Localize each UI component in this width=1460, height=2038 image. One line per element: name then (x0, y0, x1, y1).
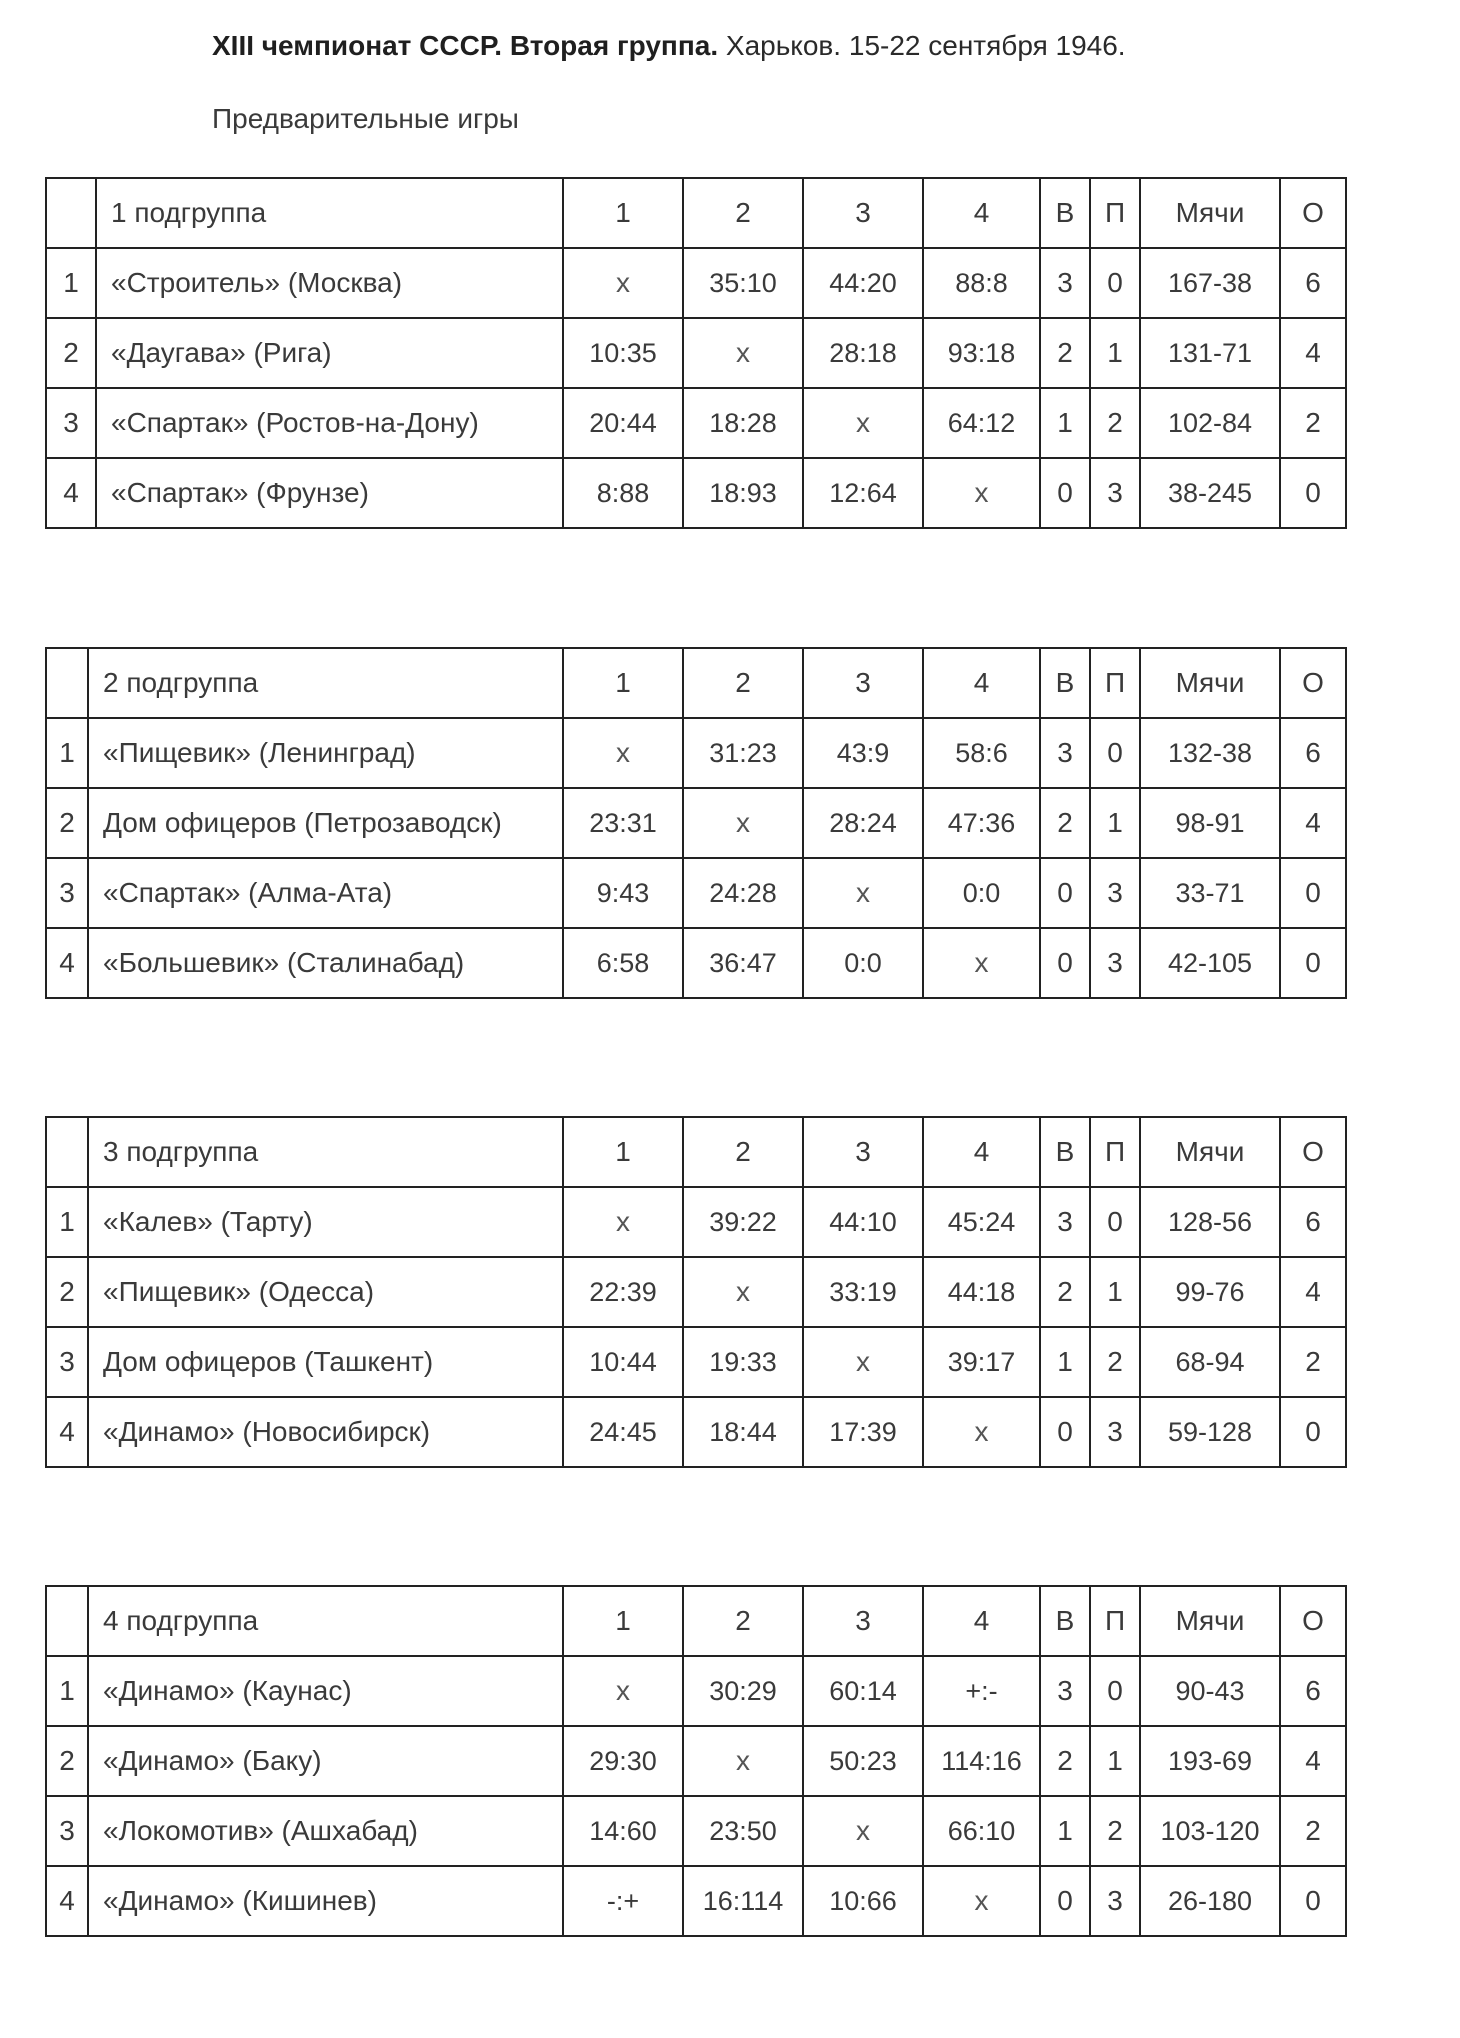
header-cell-opponent-3: 3 (803, 1117, 923, 1187)
score-cell: -:+ (563, 1866, 683, 1936)
header-cell-balls: Мячи (1140, 178, 1280, 248)
header-cell-wins: В (1040, 1117, 1090, 1187)
wins-cell: 0 (1040, 928, 1090, 998)
header-cell-opponent-2: 2 (683, 648, 803, 718)
header-cell-losses: П (1090, 648, 1140, 718)
row-index: 1 (46, 1187, 88, 1257)
losses-cell: 1 (1090, 788, 1140, 858)
balls-cell: 131-71 (1140, 318, 1280, 388)
points-cell: 4 (1280, 1726, 1346, 1796)
losses-cell: 2 (1090, 1796, 1140, 1866)
wins-cell: 0 (1040, 858, 1090, 928)
score-cell: 39:17 (923, 1327, 1040, 1397)
team-name: «Динамо» (Каунас) (88, 1656, 563, 1726)
group-table-1 (45, 177, 1347, 529)
wins-cell: 0 (1040, 458, 1090, 528)
losses-cell: 3 (1090, 928, 1140, 998)
score-cell: 22:39 (563, 1257, 683, 1327)
table-row (46, 248, 1346, 318)
wins-cell: 1 (1040, 1327, 1090, 1397)
losses-cell: 1 (1090, 1726, 1140, 1796)
row-index: 2 (46, 1257, 88, 1327)
points-cell: 6 (1280, 1187, 1346, 1257)
score-cell: 39:22 (683, 1187, 803, 1257)
points-cell: 6 (1280, 718, 1346, 788)
team-name: «Спартак» (Фрунзе) (96, 458, 563, 528)
header-cell-group: 3 подгруппа (88, 1117, 563, 1187)
score-cell: 18:93 (683, 458, 803, 528)
header-cell-losses: П (1090, 178, 1140, 248)
score-cell: 6:58 (563, 928, 683, 998)
score-cell: 66:10 (923, 1796, 1040, 1866)
score-cell: 16:114 (683, 1866, 803, 1936)
score-cell: х (803, 388, 923, 458)
row-index: 2 (46, 318, 96, 388)
losses-cell: 0 (1090, 1187, 1140, 1257)
points-cell: 6 (1280, 248, 1346, 318)
group-table-2 (45, 647, 1347, 999)
balls-cell: 68-94 (1140, 1327, 1280, 1397)
header-cell-opponent-4: 4 (923, 1586, 1040, 1656)
team-name: «Динамо» (Кишинев) (88, 1866, 563, 1936)
balls-cell: 103-120 (1140, 1796, 1280, 1866)
header-cell-opponent-3: 3 (803, 178, 923, 248)
table-row (46, 928, 1346, 998)
header-cell-balls: Мячи (1140, 1586, 1280, 1656)
wins-cell: 2 (1040, 788, 1090, 858)
balls-cell: 26-180 (1140, 1866, 1280, 1936)
wins-cell: 1 (1040, 1796, 1090, 1866)
row-index: 4 (46, 928, 88, 998)
header-cell-wins: В (1040, 178, 1090, 248)
losses-cell: 1 (1090, 318, 1140, 388)
points-cell: 2 (1280, 1327, 1346, 1397)
score-cell: 64:12 (923, 388, 1040, 458)
score-cell: 23:31 (563, 788, 683, 858)
wins-cell: 1 (1040, 388, 1090, 458)
team-name: «Строитель» (Москва) (96, 248, 563, 318)
score-cell: х (923, 1866, 1040, 1936)
header-cell-opponent-4: 4 (923, 648, 1040, 718)
score-cell: 31:23 (683, 718, 803, 788)
header-cell-opponent-2: 2 (683, 178, 803, 248)
balls-cell: 167-38 (1140, 248, 1280, 318)
balls-cell: 33-71 (1140, 858, 1280, 928)
header-cell-balls: Мячи (1140, 648, 1280, 718)
row-index: 4 (46, 458, 96, 528)
score-cell: 20:44 (563, 388, 683, 458)
team-name: «Локомотив» (Ашхабад) (88, 1796, 563, 1866)
header-cell-index (46, 178, 96, 248)
row-index: 3 (46, 388, 96, 458)
header-cell-losses: П (1090, 1586, 1140, 1656)
header-cell-opponent-4: 4 (923, 178, 1040, 248)
score-cell: 10:66 (803, 1866, 923, 1936)
table-row (46, 858, 1346, 928)
table-row (46, 1397, 1346, 1467)
team-name: Дом офицеров (Ташкент) (88, 1327, 563, 1397)
score-cell: х (683, 1257, 803, 1327)
balls-cell: 102-84 (1140, 388, 1280, 458)
group-table-4 (45, 1585, 1347, 1937)
score-cell: 30:29 (683, 1656, 803, 1726)
table-row (46, 718, 1346, 788)
score-cell: х (683, 788, 803, 858)
header-cell-opponent-2: 2 (683, 1586, 803, 1656)
team-name: Дом офицеров (Петрозаводск) (88, 788, 563, 858)
score-cell: 114:16 (923, 1726, 1040, 1796)
score-cell: 28:24 (803, 788, 923, 858)
points-cell: 0 (1280, 458, 1346, 528)
header-cell-opponent-1: 1 (563, 1586, 683, 1656)
balls-cell: 99-76 (1140, 1257, 1280, 1327)
losses-cell: 0 (1090, 248, 1140, 318)
points-cell: 6 (1280, 1656, 1346, 1726)
team-name: «Большевик» (Сталинабад) (88, 928, 563, 998)
wins-cell: 3 (1040, 248, 1090, 318)
score-cell: х (563, 1187, 683, 1257)
table-row (46, 318, 1346, 388)
team-name: «Спартак» (Ростов-на-Дону) (96, 388, 563, 458)
table-header-row (46, 178, 1346, 248)
score-cell: 24:45 (563, 1397, 683, 1467)
wins-cell: 2 (1040, 1257, 1090, 1327)
score-cell: 43:9 (803, 718, 923, 788)
header-cell-balls: Мячи (1140, 1117, 1280, 1187)
header-cell-points: О (1280, 1117, 1346, 1187)
page-title-bold: XIII чемпионат СССР. Вторая группа. (212, 30, 719, 61)
header-cell-losses: П (1090, 1117, 1140, 1187)
score-cell: х (803, 1796, 923, 1866)
header-cell-points: О (1280, 178, 1346, 248)
losses-cell: 2 (1090, 388, 1140, 458)
score-cell: 19:33 (683, 1327, 803, 1397)
header-cell-opponent-2: 2 (683, 1117, 803, 1187)
score-cell: 18:44 (683, 1397, 803, 1467)
row-index: 4 (46, 1866, 88, 1936)
header-cell-index (46, 1586, 88, 1656)
score-cell: 93:18 (923, 318, 1040, 388)
table-row (46, 1327, 1346, 1397)
header-cell-group: 2 подгруппа (88, 648, 563, 718)
score-cell: 45:24 (923, 1187, 1040, 1257)
page-title (212, 30, 1126, 62)
score-cell: 9:43 (563, 858, 683, 928)
team-name: «Спартак» (Алма-Ата) (88, 858, 563, 928)
wins-cell: 3 (1040, 1656, 1090, 1726)
table-row (46, 1866, 1346, 1936)
score-cell: 24:28 (683, 858, 803, 928)
row-index: 4 (46, 1397, 88, 1467)
losses-cell: 3 (1090, 1866, 1140, 1936)
header-cell-index (46, 1117, 88, 1187)
header-cell-opponent-1: 1 (563, 648, 683, 718)
row-index: 1 (46, 1656, 88, 1726)
team-name: «Пищевик» (Одесса) (88, 1257, 563, 1327)
score-cell: х (803, 1327, 923, 1397)
header-cell-opponent-1: 1 (563, 1117, 683, 1187)
balls-cell: 59-128 (1140, 1397, 1280, 1467)
score-cell: 44:10 (803, 1187, 923, 1257)
score-cell: 88:8 (923, 248, 1040, 318)
team-name: «Динамо» (Новосибирск) (88, 1397, 563, 1467)
score-cell: 0:0 (923, 858, 1040, 928)
score-cell: х (923, 928, 1040, 998)
balls-cell: 128-56 (1140, 1187, 1280, 1257)
balls-cell: 38-245 (1140, 458, 1280, 528)
header-cell-opponent-3: 3 (803, 1586, 923, 1656)
table-row (46, 458, 1346, 528)
losses-cell: 0 (1090, 718, 1140, 788)
table-header-row (46, 648, 1346, 718)
table-header-row (46, 1117, 1346, 1187)
table-row (46, 1726, 1346, 1796)
points-cell: 4 (1280, 1257, 1346, 1327)
header-cell-opponent-3: 3 (803, 648, 923, 718)
score-cell: х (683, 318, 803, 388)
score-cell: 60:14 (803, 1656, 923, 1726)
score-cell: 47:36 (923, 788, 1040, 858)
score-cell: 28:18 (803, 318, 923, 388)
score-cell: 50:23 (803, 1726, 923, 1796)
score-cell: 14:60 (563, 1796, 683, 1866)
score-cell: 18:28 (683, 388, 803, 458)
table-row (46, 1656, 1346, 1726)
score-cell: 58:6 (923, 718, 1040, 788)
header-cell-opponent-4: 4 (923, 1117, 1040, 1187)
score-cell: 36:47 (683, 928, 803, 998)
score-cell: 10:44 (563, 1327, 683, 1397)
score-cell: х (923, 1397, 1040, 1467)
header-cell-points: О (1280, 1586, 1346, 1656)
score-cell: х (563, 718, 683, 788)
wins-cell: 0 (1040, 1397, 1090, 1467)
points-cell: 0 (1280, 1397, 1346, 1467)
points-cell: 0 (1280, 858, 1346, 928)
points-cell: 0 (1280, 928, 1346, 998)
points-cell: 0 (1280, 1866, 1346, 1936)
points-cell: 2 (1280, 388, 1346, 458)
header-cell-group: 4 подгруппа (88, 1586, 563, 1656)
wins-cell: 3 (1040, 718, 1090, 788)
team-name: «Динамо» (Баку) (88, 1726, 563, 1796)
score-cell: 17:39 (803, 1397, 923, 1467)
balls-cell: 98-91 (1140, 788, 1280, 858)
score-cell: 29:30 (563, 1726, 683, 1796)
wins-cell: 3 (1040, 1187, 1090, 1257)
page-subtitle: Предварительные игры (212, 103, 519, 134)
balls-cell: 132-38 (1140, 718, 1280, 788)
score-cell: 33:19 (803, 1257, 923, 1327)
score-cell: 8:88 (563, 458, 683, 528)
score-cell: 0:0 (803, 928, 923, 998)
score-cell: х (923, 458, 1040, 528)
row-index: 2 (46, 1726, 88, 1796)
losses-cell: 2 (1090, 1327, 1140, 1397)
team-name: «Пищевик» (Ленинград) (88, 718, 563, 788)
score-cell: 35:10 (683, 248, 803, 318)
score-cell: 23:50 (683, 1796, 803, 1866)
wins-cell: 2 (1040, 318, 1090, 388)
team-name: «Даугава» (Рига) (96, 318, 563, 388)
row-index: 3 (46, 1796, 88, 1866)
table-row (46, 1187, 1346, 1257)
score-cell: 44:18 (923, 1257, 1040, 1327)
points-cell: 4 (1280, 318, 1346, 388)
table-row (46, 388, 1346, 458)
row-index: 3 (46, 1327, 88, 1397)
losses-cell: 3 (1090, 458, 1140, 528)
header-cell-index (46, 648, 88, 718)
table-row (46, 1257, 1346, 1327)
page-title-rest: Харьков. 15-22 сентября 1946. (718, 30, 1126, 61)
points-cell: 4 (1280, 788, 1346, 858)
score-cell: х (683, 1726, 803, 1796)
wins-cell: 0 (1040, 1866, 1090, 1936)
losses-cell: 3 (1090, 858, 1140, 928)
header-cell-group: 1 подгруппа (96, 178, 563, 248)
table-row (46, 1796, 1346, 1866)
points-cell: 2 (1280, 1796, 1346, 1866)
group-table-3 (45, 1116, 1347, 1468)
table-row (46, 788, 1346, 858)
row-index: 2 (46, 788, 88, 858)
header-cell-wins: В (1040, 1586, 1090, 1656)
balls-cell: 42-105 (1140, 928, 1280, 998)
table-header-row (46, 1586, 1346, 1656)
team-name: «Калев» (Тарту) (88, 1187, 563, 1257)
losses-cell: 0 (1090, 1656, 1140, 1726)
row-index: 3 (46, 858, 88, 928)
balls-cell: 193-69 (1140, 1726, 1280, 1796)
balls-cell: 90-43 (1140, 1656, 1280, 1726)
header-cell-opponent-1: 1 (563, 178, 683, 248)
score-cell: 12:64 (803, 458, 923, 528)
score-cell: 44:20 (803, 248, 923, 318)
wins-cell: 2 (1040, 1726, 1090, 1796)
score-cell: х (563, 248, 683, 318)
losses-cell: 1 (1090, 1257, 1140, 1327)
score-cell: х (563, 1656, 683, 1726)
row-index: 1 (46, 248, 96, 318)
score-cell: 10:35 (563, 318, 683, 388)
row-index: 1 (46, 718, 88, 788)
header-cell-wins: В (1040, 648, 1090, 718)
score-cell: х (803, 858, 923, 928)
score-cell: +:- (923, 1656, 1040, 1726)
header-cell-points: О (1280, 648, 1346, 718)
losses-cell: 3 (1090, 1397, 1140, 1467)
